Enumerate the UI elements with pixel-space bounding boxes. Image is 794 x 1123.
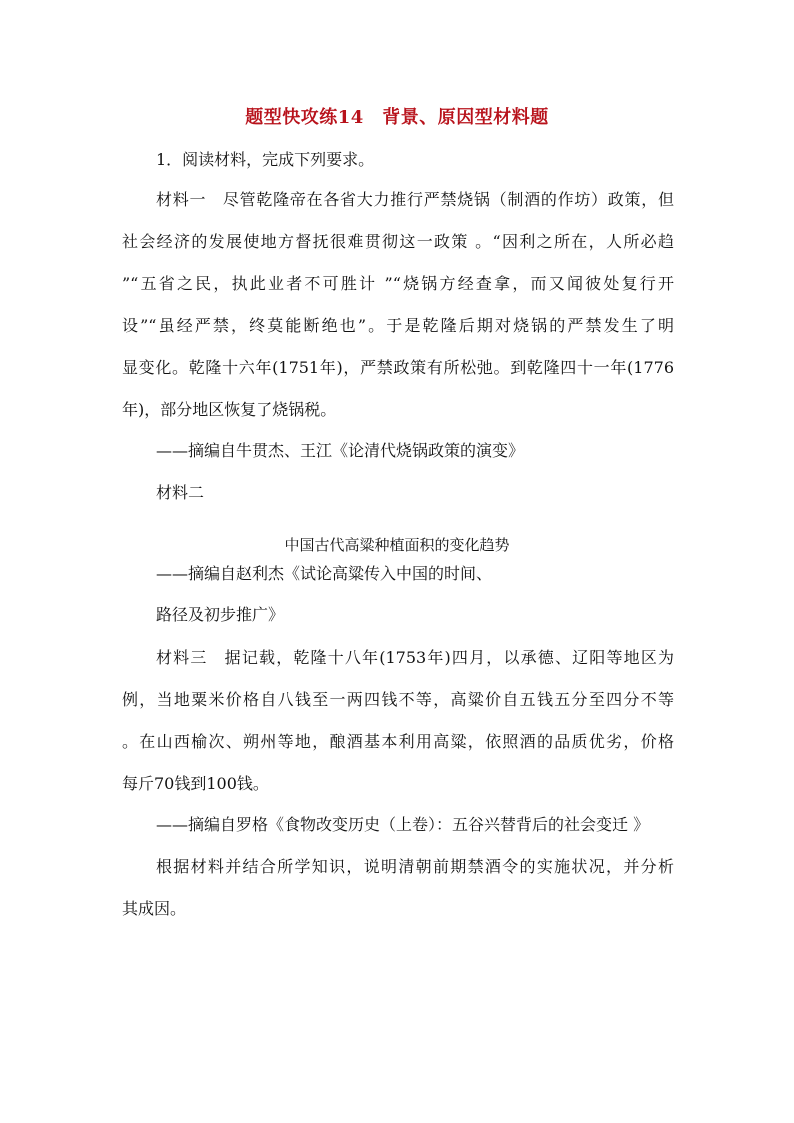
- material-3-source: ——摘编自罗格《食物改变历史（上卷）：五谷兴替背后的社会变迁 》: [156, 815, 650, 834]
- material-1-line-4: 设”“虽经严禁，终莫能断绝也”。于是乾隆后期对烧锅的严禁发生了明: [122, 316, 674, 335]
- material-3-line-4: 每斤70钱到100钱。: [122, 774, 269, 793]
- material-2-source-line-2: 路径及初步推广》: [156, 605, 285, 624]
- question-line-2: 其成因。: [122, 899, 187, 918]
- material-1-line-6: 年)，部分地区恢复了烧锅税。: [122, 400, 337, 419]
- page-title: 题型快攻练14 背景、原因型材料题: [245, 107, 549, 128]
- material-1-line-1: 材料一 尽管乾隆帝在各省大力推行严禁烧锅（制酒的作坊）政策，但: [156, 190, 674, 209]
- material-3-line-1: 材料三 据记载，乾隆十八年(1753年)四月，以承德、辽阳等地区为: [156, 648, 674, 667]
- material-3-line-3: 。在山西榆次、朔州等地，酿酒基本利用高粱，依照酒的品质优劣，价格: [122, 732, 674, 751]
- material-2-chart-title: 中国古代高粱种植面积的变化趋势: [284, 536, 510, 554]
- material-1-line-2: 社会经济的发展使地方督抚很难贯彻这一政策 。“因利之所在，人所必趋: [122, 232, 674, 251]
- question-line-1: 根据材料并结合所学知识，说明清朝前期禁酒令的实施状况，并分析: [156, 857, 674, 876]
- material-2-label: 材料二: [156, 483, 205, 502]
- material-1-line-3: ”“五省之民，执此业者不可胜计 ”“烧锅方经查拿，而又闻彼处复行开: [122, 274, 674, 293]
- question-intro: 1．阅读材料，完成下列要求。: [156, 150, 375, 169]
- material-2-source-line-1: ——摘编自赵利杰《试论高粱传入中国的时间、: [156, 564, 493, 583]
- material-1-line-5: 显变化。乾隆十六年(1751年)，严禁政策有所松弛。到乾隆四十一年(1776: [122, 358, 674, 377]
- material-3-line-2: 例，当地粟米价格自八钱至一两四钱不等，高粱价自五钱五分至四分不等: [122, 690, 674, 709]
- material-1-source: ——摘编自牛贯杰、王江《论清代烧锅政策的演变》: [156, 441, 525, 460]
